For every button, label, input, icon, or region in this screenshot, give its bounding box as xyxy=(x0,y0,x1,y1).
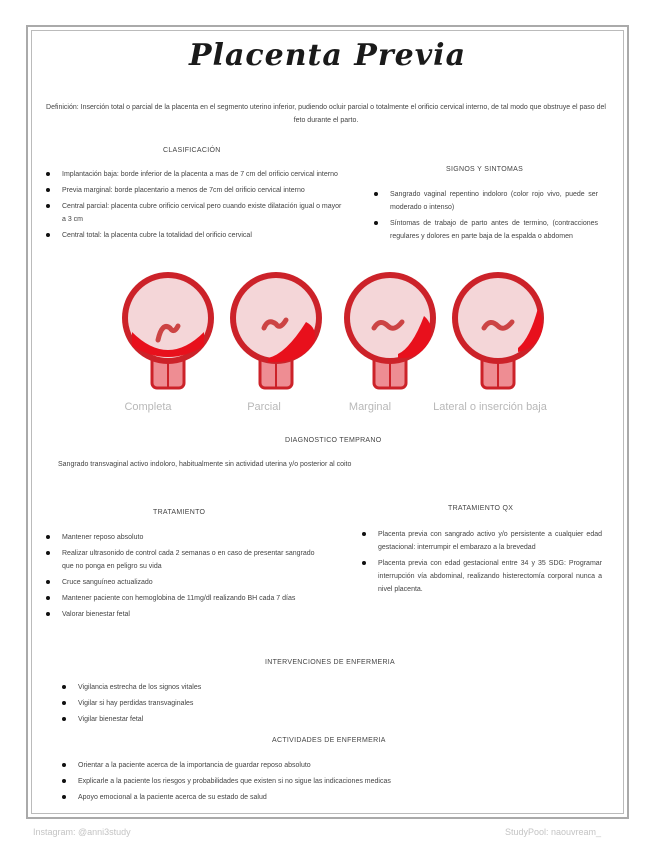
list-item: Explicarle a la paciente los riesgos y probabilidades que existen si no sigue las indicaciones medicas xyxy=(62,775,542,788)
list-item: Previa marginal: borde placentario a menos de 7cm del orificio cervical interno xyxy=(46,184,346,197)
list-item: Orientar a la paciente acerca de la importancia de guardar reposo absoluto xyxy=(62,759,542,772)
footer-instagram: Instagram: @anni3study xyxy=(33,827,131,837)
list-item: Central parcial: placenta cubre orificio cervical pero cuando existe dilatación igual o mayor a 3 cm xyxy=(46,200,346,226)
placenta-parcial-illustration xyxy=(226,268,326,392)
diagnostico-heading: DIAGNOSTICO TEMPRANO xyxy=(285,437,382,444)
caption-lateral: Lateral o inserción baja xyxy=(433,401,547,413)
tratamiento-list xyxy=(46,531,316,624)
list-item: Sangrado vaginal repentino indoloro (color rojo vivo, puede ser moderado o intenso) xyxy=(374,188,598,214)
list-item: Mantener paciente con hemoglobina de 11mg/dl realizando BH cada 7 días xyxy=(46,592,316,605)
caption-completa: Completa xyxy=(124,401,172,413)
list-item: Vigilar bienestar fetal xyxy=(62,713,462,726)
page-title: Placenta Previa xyxy=(188,38,467,73)
actividades-list xyxy=(62,759,542,807)
clasificacion-heading: CLASIFICACIÓN xyxy=(163,147,221,154)
tratamiento-qx-list xyxy=(362,528,602,599)
placenta-marginal-illustration xyxy=(340,268,440,392)
placenta-completa-illustration xyxy=(118,268,218,392)
list-item: Apoyo emocional a la paciente acerca de su estado de salud xyxy=(62,791,542,804)
intervenciones-heading: INTERVENCIONES DE ENFERMERIA xyxy=(265,659,396,666)
intervenciones-list xyxy=(62,681,462,729)
list-item: Síntomas de trabajo de parto antes de termino, (contracciones regulares y dolores en parte baja de la espalda o abdomen xyxy=(374,217,598,243)
list-item: Placenta previa con sangrado activo y/o persistente a cualquier edad gestacional: interrumpir el embarazo a la brevedad xyxy=(362,528,602,554)
list-item: Placenta previa con edad gestacional entre 34 y 35 SDG: Programar interrupción vía abdominal, realizando histerectomía corporal nunca a nivel placenta. xyxy=(362,557,602,596)
list-item: Vigilancia estrecha de los signos vitales xyxy=(62,681,462,694)
signos-list xyxy=(374,188,598,246)
caption-parcial: Parcial xyxy=(247,401,281,413)
placenta-lateral-illustration xyxy=(448,268,548,392)
actividades-heading: ACTIVIDADES DE ENFERMERIA xyxy=(272,737,386,744)
tratamiento-qx-heading: TRATAMIENTO QX xyxy=(448,505,514,512)
list-item: Implantación baja: borde inferior de la placenta a mas de 7 cm del orificio cervical interno xyxy=(46,168,346,181)
definition-text: Definición: Inserción total o parcial de la placenta en el segmento uterino inferior, pudiendo ocluir parcial o totalmente el orificio cervical interno, de tal modo que obstruye el paso del feto durante el parto. xyxy=(46,104,606,124)
footer-studypool: StudyPool: naouvream_ xyxy=(505,827,602,837)
caption-marginal: Marginal xyxy=(348,401,392,413)
diagnostico-text: Sangrado transvaginal activo indoloro, habitualmente sin actividad uterina y/o posterior al coito xyxy=(58,461,352,468)
clasificacion-list xyxy=(46,168,346,245)
list-item: Vigilar si hay perdidas transvaginales xyxy=(62,697,462,710)
list-item: Realizar ultrasonido de control cada 2 semanas o en caso de presentar sangrado que no ponga en peligro su vida xyxy=(46,547,316,573)
list-item: Cruce sanguíneo actualizado xyxy=(46,576,316,589)
list-item: Mantener reposo absoluto xyxy=(46,531,316,544)
signos-heading: SIGNOS Y SINTOMAS xyxy=(446,166,524,173)
list-item: Valorar bienestar fetal xyxy=(46,608,316,621)
list-item: Central total: la placenta cubre la totalidad del orificio cervical xyxy=(46,229,346,242)
tratamiento-heading: TRATAMIENTO xyxy=(153,509,206,516)
